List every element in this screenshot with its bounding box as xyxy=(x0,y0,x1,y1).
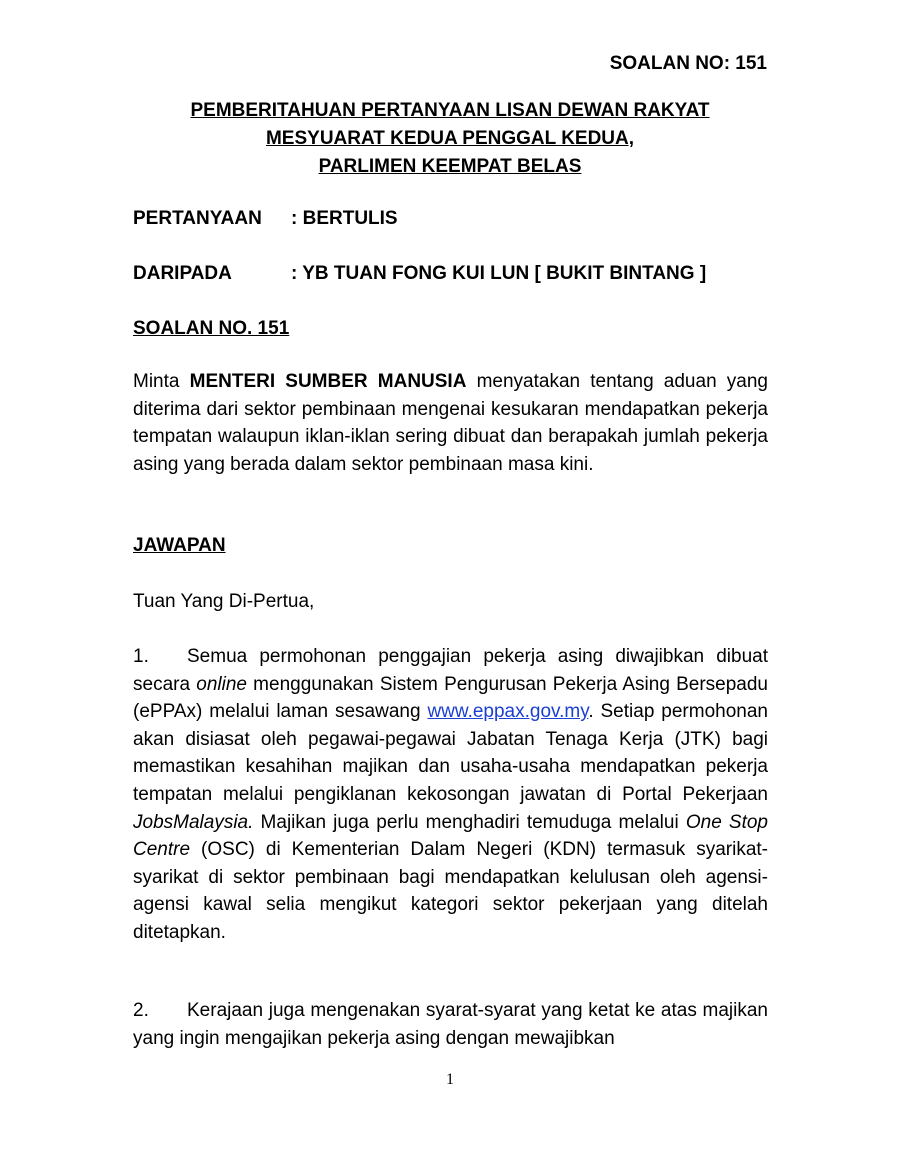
one-stop-centre-italic: One Stop Centre xyxy=(133,811,768,861)
minister-name: MENTERI SUMBER MANUSIA xyxy=(189,371,467,392)
paragraph-1-text-a: Semua permohonan penggajian pekerja asing diwajibkan dibuat secara xyxy=(133,646,768,695)
question-title: SOALAN NO. 151 xyxy=(133,318,290,339)
document-heading xyxy=(0,97,900,181)
pertanyaan-value: : BERTULIS xyxy=(291,208,398,229)
question-prefix: Minta xyxy=(133,371,190,392)
paragraph-2-text: Kerajaan juga mengenakan syarat-syarat yang ketat ke atas majikan yang ingin mengajikan pekerja asing dengan mewajibkan xyxy=(133,1000,768,1049)
jobsmalaysia-italic: JobsMalaysia. xyxy=(133,811,254,833)
question-paragraph xyxy=(133,368,768,478)
answer-paragraph-1 xyxy=(133,643,768,947)
question-number: SOALAN NO: 151 xyxy=(609,53,767,74)
heading-line-3: PARLIMEN KEEMPAT BELAS xyxy=(318,156,582,177)
pertanyaan-row xyxy=(133,208,398,230)
eppax-link[interactable]: www.eppax.gov.my xyxy=(427,701,589,723)
heading-line-1: PEMBERITAHUAN PERTANYAAN LISAN DEWAN RAKYAT xyxy=(190,100,710,121)
daripada-label: DARIPADA xyxy=(133,263,232,284)
paragraph-1-text-c: . Setiap permohonan akan disiasat oleh pegawai-pegawai Jabatan Tenaga Kerja (JTK) bagi memastikan kesahihan majikan dan usaha-usaha mendapatkan pekerja tempatan melalui pengiklanan kekosongan jawatan di Portal Pekerjaan xyxy=(133,701,768,805)
salutation: Tuan Yang Di-Pertua, xyxy=(133,591,315,612)
paragraph-1-text-b: menggunakan Sistem Pengurusan Pekerja Asing Bersepadu (ePPAx) melalui laman sesawang xyxy=(133,673,768,723)
answer-paragraph-2 xyxy=(133,997,768,1052)
daripada-value: : YB TUAN FONG KUI LUN [ BUKIT BINTANG ] xyxy=(291,263,707,284)
page-number: 1 xyxy=(446,1071,454,1088)
question-text: menyatakan tentang aduan yang diterima dari sektor pembinaan mengenai kesukaran mendapatkan pekerja tempatan walaupun iklan-iklan sering dibuat dan berapakah jumlah pekerja asing yang berada dalam sektor pembinaan masa kini. xyxy=(133,371,768,475)
pertanyaan-label: PERTANYAAN xyxy=(133,208,262,229)
online-italic: online xyxy=(196,673,247,695)
paragraph-1-text-e: (OSC) di Kementerian Dalam Negeri (KDN) termasuk syarikat-syarikat di sektor pembinaan bagi mendapatkan kelulusan oleh agensi-agensi kawal selia mengikut kategori sektor pekerjaan yang ditelah ditetapkan. xyxy=(133,839,768,943)
paragraph-1-text-d: Majikan juga perlu menghadiri temuduga melalui xyxy=(253,811,686,833)
heading-line-2: MESYUARAT KEDUA PENGGAL KEDUA, xyxy=(265,128,635,149)
daripada-row xyxy=(133,263,706,285)
paragraph-2-number: 2. xyxy=(133,1000,149,1021)
answer-title: JAWAPAN xyxy=(133,535,226,556)
paragraph-1-number: 1. xyxy=(133,646,149,667)
